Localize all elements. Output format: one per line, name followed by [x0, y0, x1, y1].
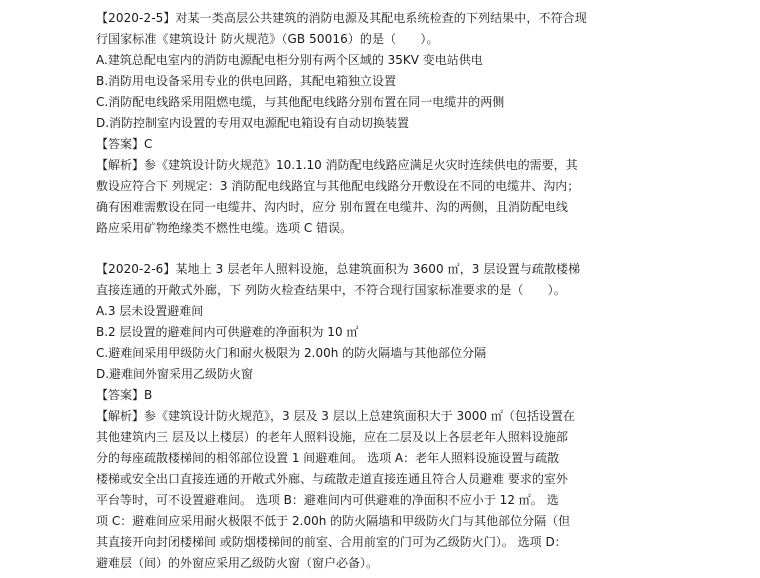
- analysis-line: 【解析】参《建筑设计防火规范》10.1.10 消防配电线路应满足火灾时连续供电的需要，其: [96, 158, 578, 172]
- option-b: B.消防用电设备采用专业的供电回路，其配电箱独立设置: [96, 74, 397, 88]
- analysis-line: 【解析】参《建筑设计防火规范》，3 层及 3 层以上总建筑面积大于 3000 ㎡（包括设置在: [96, 409, 575, 423]
- analysis-line: 其他建筑内三 层及以上楼层）的老年人照料设施，应在二层及以上各层老年人照料设施部: [96, 430, 568, 444]
- option-a: A.3 层未设置避难间: [96, 304, 204, 318]
- analysis-line: 平台等时，可不设置避难间。 选项 B：避难间内可供避难的净面积不应小于 12 ㎡。 选: [96, 493, 559, 507]
- analysis-line: 楼梯或安全出口直接连通的开敞式外廊、与疏散走道直接连通且符合人员避难 要求的室外: [96, 472, 568, 486]
- question-stem-line: 【2020-2-5】对某一类高层公共建筑的消防电源及其配电系统检查的下列结果中，不符合现: [96, 11, 587, 25]
- question-2020-2-5: [96, 8, 666, 239]
- analysis-line: 其直接开向封闭楼梯间 或防烟楼梯间的前室、合用前室的门可为乙级防火门）。 选项 D：: [96, 535, 567, 549]
- analysis-line: 确有困难需敷设在同一电缆井、沟内时，应分 别布置在电缆井、沟的两侧，且消防配电线: [96, 200, 568, 214]
- answer-line: 【答案】C: [96, 137, 153, 151]
- option-d: D.消防控制室内设置的专用双电源配电箱设有自动切换装置: [96, 116, 410, 130]
- analysis-line: 路应采用矿物绝缘类不燃性电缆。选项 C 错误。: [96, 221, 353, 235]
- analysis-line: 项 C：避难间应采用耐火极限不低于 2.00h 的防火隔墙和甲级防火门与其他部位分隔（但: [96, 514, 571, 528]
- question-2020-2-6: [96, 259, 666, 574]
- analysis-line: 分的每座疏散楼梯间的相邻部位设置 1 间避难间。 选项 A：老年人照料设施设置与疏散: [96, 451, 560, 465]
- option-a: A.建筑总配电室内的消防电源配电柜分别有两个区域的 35KV 变电站供电: [96, 53, 483, 67]
- option-d: D.避难间外窗采用乙级防火窗: [96, 367, 254, 381]
- question-stem-line: 【2020-2-6】某地上 3 层老年人照料设施，总建筑面积为 3600 ㎡，3 层设置与疏散楼梯: [96, 262, 581, 276]
- option-c: C.消防配电线路采用阻燃电缆，与其他配电线路分别布置在同一电缆井的两侧: [96, 95, 505, 109]
- analysis-line: 敷设应符合下 列规定：3 消防配电线路宜与其他配电线路分开敷设在不同的电缆井、沟内；: [96, 179, 580, 193]
- answer-line: 【答案】B: [96, 388, 153, 402]
- question-stem-line: 行国家标准《建筑设计 防火规范》（GB 50016）的是（ ）。: [96, 32, 439, 46]
- analysis-line: 避难层（间）的外窗应采用乙级防火窗（窗户必备）。: [96, 556, 379, 570]
- option-b: B.2 层设置的避难间内可供避难的净面积为 10 ㎡: [96, 325, 359, 339]
- question-stem-line: 直接连通的开敞式外廊，下 列防火检查结果中，不符合现行国家标准要求的是（ ）。: [96, 283, 566, 297]
- option-c: C.避难间采用甲级防火门和耐火极限为 2.00h 的防火隔墙与其他部位分隔: [96, 346, 487, 360]
